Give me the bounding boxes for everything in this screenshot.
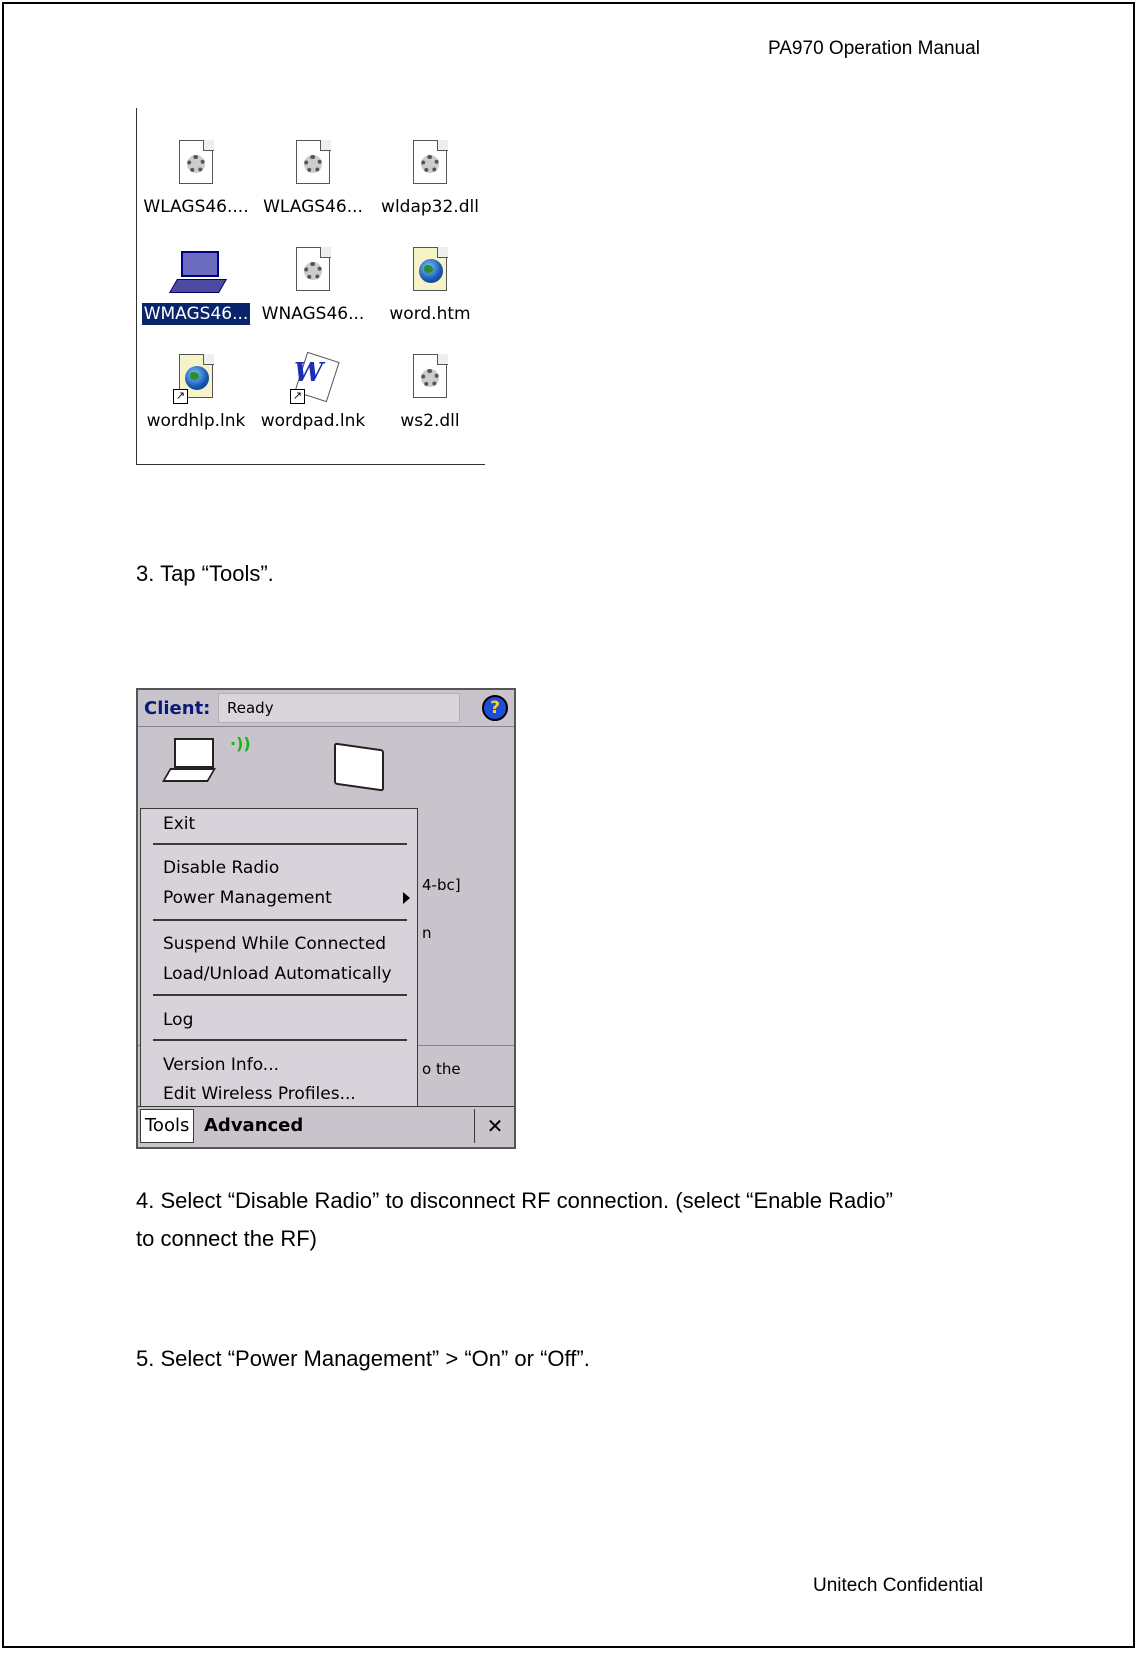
file-label: WNAGS46... (261, 304, 365, 324)
menu-separator (153, 994, 407, 996)
file-label: wordpad.lnk (260, 411, 366, 431)
web-page-icon (407, 247, 453, 297)
advanced-menu-button[interactable]: Advanced (204, 1115, 304, 1136)
menu-item-suspend-while-connected[interactable]: Suspend While Connected (163, 934, 387, 954)
menu-separator (153, 843, 407, 845)
menu-item-power-management[interactable]: Power Management (163, 888, 332, 908)
wordpad-shortcut-icon: W ↗ (290, 354, 336, 404)
background-text: n (422, 924, 432, 942)
status-text: Ready (227, 699, 274, 717)
step-5-text: 5. Select “Power Management” > “On” or “Off”. (136, 1346, 590, 1371)
web-shortcut-icon: ↗ (173, 354, 219, 404)
settings-file-icon (290, 247, 336, 297)
submenu-arrow-icon (403, 892, 410, 904)
menu-item-disable-radio[interactable]: Disable Radio (163, 858, 280, 878)
file-item-selected[interactable] (137, 247, 255, 325)
menu-item-log[interactable]: Log (163, 1010, 194, 1030)
step-4-text-line-2: to connect the RF) (136, 1226, 317, 1251)
access-point-icon (334, 742, 384, 791)
page-footer: Unitech Confidential (813, 1575, 984, 1596)
client-header (138, 690, 514, 727)
file-label: WMAGS46... (143, 304, 249, 324)
tools-menu-button[interactable]: Tools (140, 1109, 194, 1143)
file-item[interactable] (254, 354, 372, 432)
file-item[interactable] (371, 247, 489, 325)
settings-file-icon (290, 140, 336, 190)
signal-icon: ·)) (230, 734, 251, 753)
client-app-screenshot (136, 688, 516, 1149)
file-label: word.htm (389, 304, 471, 324)
file-explorer-screenshot (136, 108, 485, 465)
file-item[interactable] (371, 354, 489, 432)
settings-file-icon (173, 140, 219, 190)
menu-separator (153, 1039, 407, 1041)
file-item[interactable] (254, 140, 372, 218)
settings-file-icon (407, 140, 453, 190)
step-3-text: 3. Tap “Tools”. (136, 561, 274, 586)
menu-item-edit-wireless-profiles[interactable]: Edit Wireless Profiles... (163, 1084, 356, 1104)
file-item[interactable] (137, 354, 255, 432)
file-item[interactable] (254, 247, 372, 325)
file-label: WLAGS46... (263, 197, 363, 217)
menu-item-load-unload-automatically[interactable]: Load/Unload Automatically (163, 964, 392, 984)
close-icon[interactable]: ✕ (486, 1114, 504, 1138)
file-label: wldap32.dll (381, 197, 479, 217)
menu-item-version-info[interactable]: Version Info... (163, 1055, 280, 1075)
help-icon[interactable]: ? (482, 695, 508, 721)
bottom-toolbar (138, 1106, 514, 1147)
tools-menu (140, 808, 418, 1110)
page-header: PA970 Operation Manual (768, 38, 980, 59)
toolbar-separator (474, 1109, 475, 1143)
client-label: Client: (144, 698, 211, 719)
menu-item-exit[interactable]: Exit (163, 814, 196, 834)
laptop-icon (173, 247, 219, 297)
settings-file-icon (407, 354, 453, 404)
file-label: wordhlp.lnk (146, 411, 246, 431)
step-4-text-line-1: 4. Select “Disable Radio” to disconnect RF connection. (select “Enable Radio” (136, 1188, 893, 1213)
file-item[interactable] (371, 140, 489, 218)
file-item[interactable] (137, 140, 255, 218)
file-label: WLAGS46.... (143, 197, 249, 217)
background-text: o the (422, 1060, 461, 1078)
file-label: ws2.dll (400, 411, 460, 431)
background-text: 4-bc] (422, 876, 461, 894)
status-field (218, 693, 460, 723)
client-laptop-icon (166, 738, 218, 782)
menu-separator (153, 919, 407, 921)
